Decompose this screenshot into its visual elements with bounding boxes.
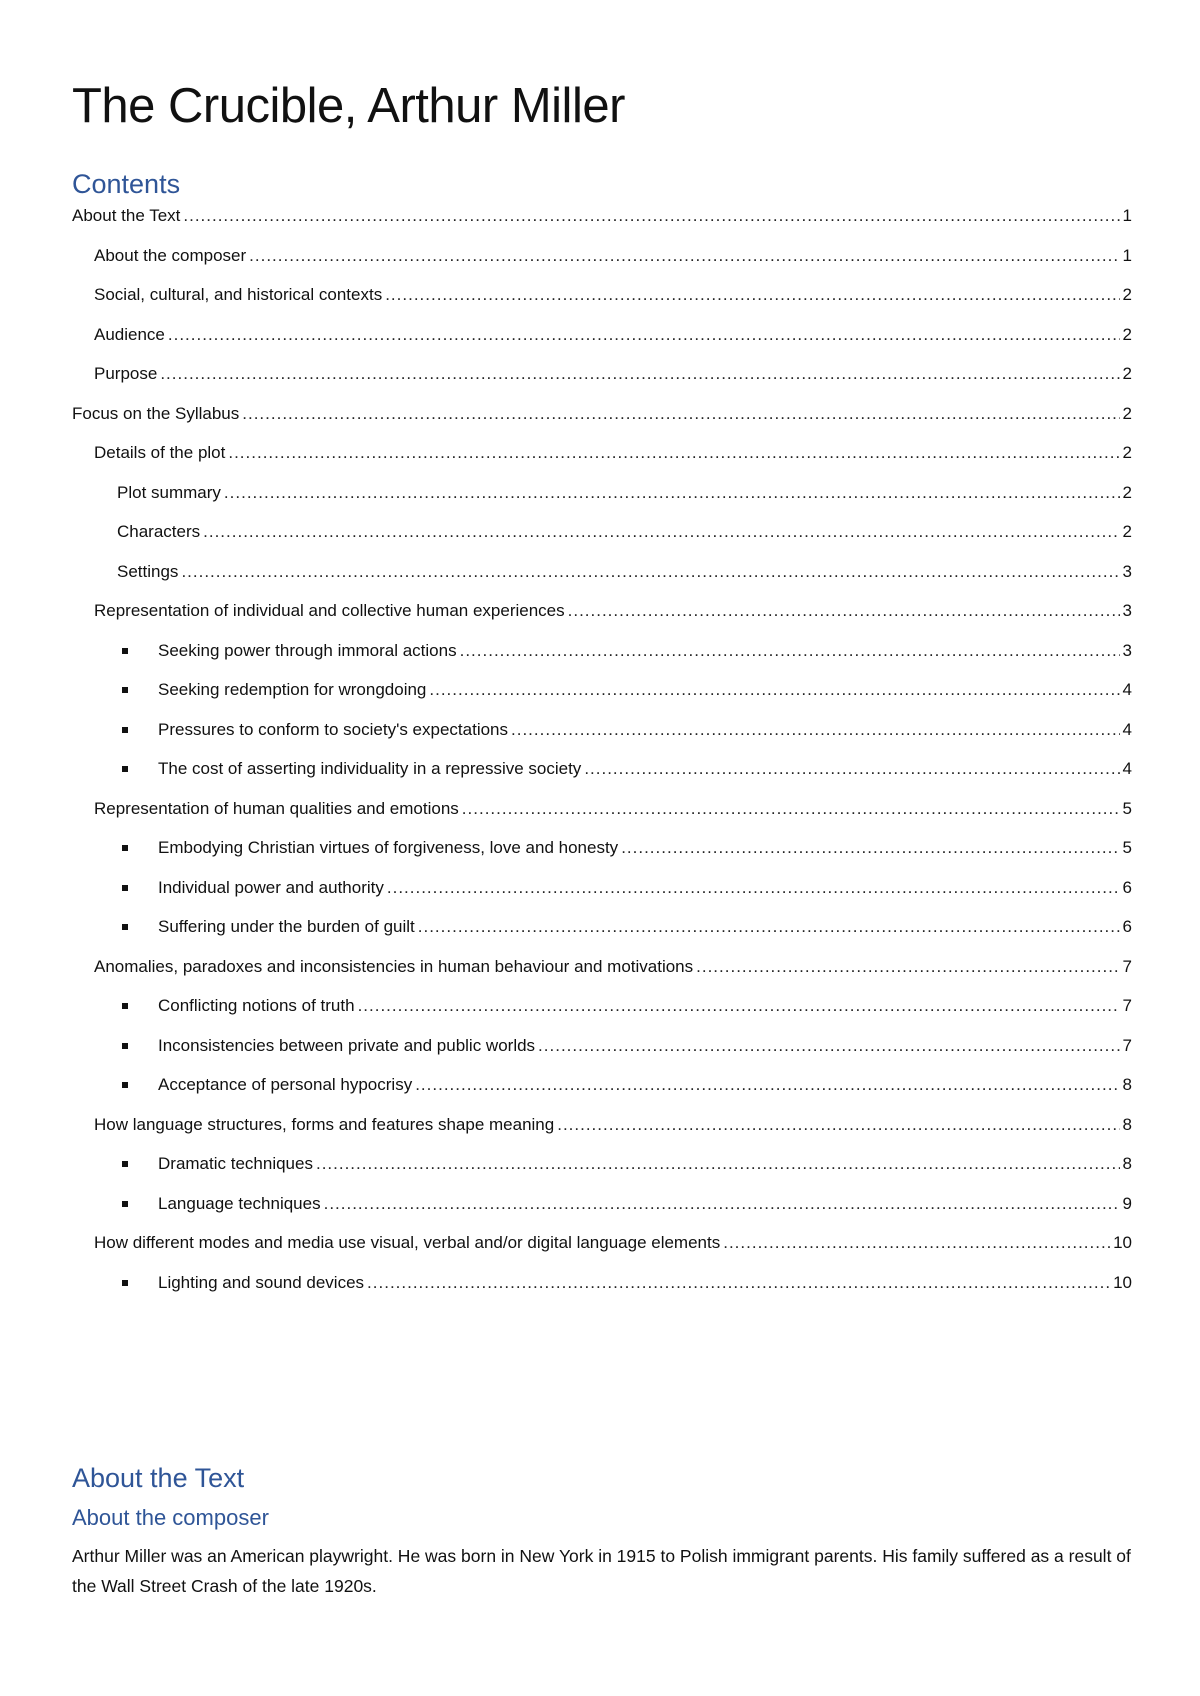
section-body-text: Arthur Miller was an American playwright. He was born in New York in 1915 to Polish immigrant parents. His family suffered as a result of the Wall Street Crash of the late 1920s. [72,1546,1131,1596]
toc-leader-dots [316,1153,1120,1175]
toc-leader-dots [183,205,1119,227]
toc-entry-label: Settings [117,561,179,581]
toc-leader-dots [460,640,1120,662]
toc-leader-dots [723,1232,1110,1254]
toc-entry-label: Characters [117,522,201,541]
toc-page-number: 8 [1122,1114,1132,1134]
table-of-contents [72,205,1132,1311]
toc-entry[interactable] [72,1272,1132,1312]
toc-leader-dots [385,284,1119,306]
toc-entry[interactable] [72,245,1132,285]
toc-page-number: 2 [1122,443,1132,462]
bullet-icon [122,727,128,733]
toc-leader-dots [224,482,1120,504]
toc-entry[interactable] [72,719,1132,759]
toc-page-number: 7 [1122,996,1132,1015]
toc-leader-dots [358,995,1120,1017]
toc-entry-label: Language techniques [158,1193,321,1213]
toc-leader-dots [324,1193,1120,1215]
toc-entry[interactable] [72,482,1132,522]
toc-entry-label: Dramatic techniques [158,1154,313,1173]
toc-page-number: 3 [1122,601,1132,620]
toc-entry[interactable] [72,640,1132,680]
toc-leader-dots [621,837,1119,859]
toc-entry[interactable] [72,1074,1132,1114]
toc-page-number: 4 [1122,759,1132,778]
bullet-icon [122,766,128,772]
toc-leader-dots [367,1272,1110,1294]
toc-page-number: 6 [1122,917,1132,936]
toc-page-number: 2 [1122,522,1132,541]
toc-entry-label: About the composer [94,245,247,265]
toc-entry[interactable] [72,758,1132,798]
bullet-icon [122,1082,128,1088]
toc-entry[interactable] [72,205,1132,245]
toc-entry-label: Anomalies, paradoxes and inconsistencies in human behaviour and motivations [94,956,694,976]
toc-leader-dots [511,719,1120,741]
bullet-icon [122,648,128,654]
toc-entry[interactable] [72,561,1132,601]
bullet-icon [122,1003,128,1009]
toc-page-number: 2 [1122,285,1132,304]
toc-leader-dots [242,403,1119,425]
toc-leader-dots [538,1035,1119,1057]
toc-page-number: 5 [1122,798,1132,818]
toc-entry-label: Focus on the Syllabus [72,403,240,423]
toc-leader-dots [418,916,1120,938]
toc-leader-dots [160,363,1119,385]
bullet-icon [122,1161,128,1167]
toc-entry-label: Representation of individual and collective human experiences [94,601,565,620]
toc-leader-dots [584,758,1119,780]
toc-leader-dots [415,1074,1119,1096]
toc-entry-label: Pressures to conform to society's expectations [158,719,509,739]
toc-entry-label: Individual power and authority [158,877,384,897]
toc-entry-label: Conflicting notions of truth [158,996,355,1015]
toc-leader-dots [228,442,1119,464]
toc-page-number: 2 [1122,324,1132,344]
toc-entry-label: Details of the plot [94,443,226,462]
toc-entry[interactable] [72,1114,1132,1154]
toc-page-number: 9 [1122,1193,1132,1213]
toc-entry[interactable] [72,284,1132,324]
toc-page-number: 2 [1122,364,1132,383]
section-heading: About the Text [72,1463,245,1493]
toc-entry[interactable] [72,363,1132,403]
toc-entry[interactable] [72,798,1132,838]
toc-entry-label: Audience [94,324,165,344]
bullet-icon [122,924,128,930]
toc-entry-label: The cost of asserting individuality in a repressive society [158,759,582,778]
toc-page-number: 3 [1122,640,1132,660]
toc-leader-dots [249,245,1119,267]
bullet-icon [122,1280,128,1286]
toc-page-number: 1 [1122,245,1132,265]
toc-entry-label: Purpose [94,364,158,383]
toc-entry-label: About the Text [72,206,181,225]
toc-leader-dots [696,956,1119,978]
toc-page-number: 5 [1122,838,1132,857]
document-title: The Crucible, Arthur Miller [72,79,625,133]
toc-page-number: 7 [1122,1035,1132,1055]
toc-entry-label: How language structures, forms and features shape meaning [94,1114,555,1134]
toc-entry-label: Acceptance of personal hypocrisy [158,1075,413,1094]
toc-entry[interactable] [72,877,1132,917]
toc-page-number: 4 [1122,719,1132,739]
bullet-icon [122,1043,128,1049]
toc-page-number: 8 [1122,1075,1132,1094]
toc-heading: Contents [72,169,181,199]
toc-leader-dots [181,561,1119,583]
toc-entry-label: Suffering under the burden of guilt [158,917,415,936]
toc-page-number: 8 [1122,1154,1132,1173]
toc-page-number: 4 [1122,680,1132,699]
toc-leader-dots [387,877,1120,899]
toc-entry[interactable] [72,679,1132,719]
toc-entry[interactable] [72,442,1132,482]
toc-entry[interactable] [72,837,1132,877]
toc-page-number: 10 [1113,1272,1132,1292]
toc-entry-label: Embodying Christian virtues of forgiveness, love and honesty [158,838,619,857]
toc-entry[interactable] [72,916,1132,956]
toc-entry-label: Inconsistencies between private and public worlds [158,1035,536,1055]
toc-leader-dots [557,1114,1119,1136]
toc-entry-label: Lighting and sound devices [158,1272,365,1292]
toc-entry[interactable] [72,600,1132,640]
toc-entry[interactable] [72,1193,1132,1233]
toc-entry[interactable] [72,403,1132,443]
toc-leader-dots [203,521,1119,543]
section-subheading: About the composer [72,1505,269,1530]
toc-page-number: 2 [1122,403,1132,423]
toc-page-number: 10 [1113,1233,1132,1252]
toc-entry-label: Representation of human qualities and emotions [94,798,459,818]
toc-entry-label: Social, cultural, and historical contexts [94,285,383,304]
bullet-icon [122,845,128,851]
toc-entry-label: Seeking redemption for wrongdoing [158,680,427,699]
toc-page-number: 3 [1122,561,1132,581]
toc-entry[interactable] [72,1035,1132,1075]
bullet-icon [122,1201,128,1207]
toc-leader-dots [568,600,1120,622]
toc-entry[interactable] [72,995,1132,1035]
toc-entry-label: How different modes and media use visual, verbal and/or digital language elements [94,1233,721,1252]
toc-page-number: 6 [1122,877,1132,897]
toc-entry-label: Plot summary [117,482,221,502]
toc-leader-dots [429,679,1119,701]
toc-page-number: 7 [1122,956,1132,976]
bullet-icon [122,687,128,693]
toc-entry[interactable] [72,521,1132,561]
toc-page-number: 1 [1122,206,1132,225]
toc-entry[interactable] [72,1153,1132,1193]
toc-leader-dots [462,798,1120,820]
bullet-icon [122,885,128,891]
toc-entry-label: Seeking power through immoral actions [158,640,457,660]
toc-entry[interactable] [72,1232,1132,1272]
toc-entry[interactable] [72,324,1132,364]
toc-page-number: 2 [1122,482,1132,502]
toc-leader-dots [168,324,1120,346]
toc-entry[interactable] [72,956,1132,996]
